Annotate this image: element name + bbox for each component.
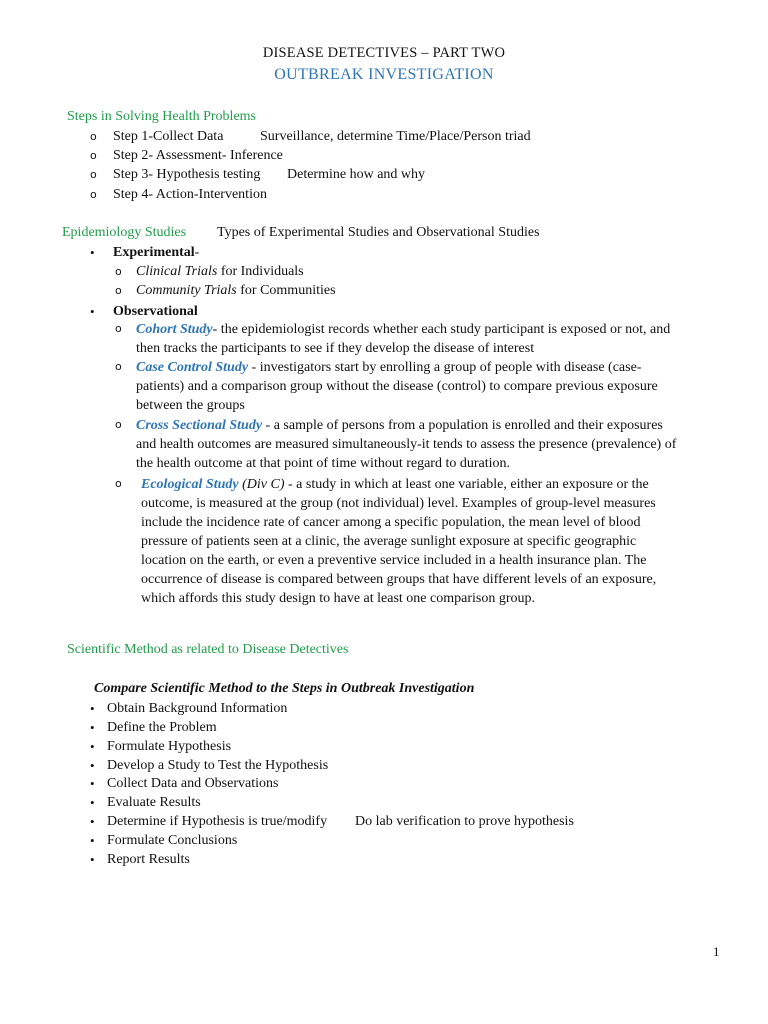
case-control-term: Case Control Study [136, 360, 249, 375]
bullet-icon: • [90, 245, 95, 260]
list-item-text: Report Results [107, 852, 190, 867]
list-item-text: Collect Data and Observations [107, 776, 279, 791]
circle-bullet-icon: o [115, 477, 122, 490]
epi-intro: Types of Experimental Studies and Observational Studies [217, 225, 540, 240]
bullet-icon: • [90, 795, 95, 810]
desc-line: then tracks the participants to see if they develop the disease of interest [136, 341, 535, 356]
list-item-text: Evaluate Results [107, 795, 201, 810]
bullet-icon: • [90, 304, 95, 319]
circle-bullet-icon: o [115, 284, 122, 297]
desc-line: - a study in which at least one variable, either an exposure or the [284, 477, 649, 492]
desc-line: between the groups [136, 398, 245, 413]
ecological-term: Ecological Study [141, 477, 239, 492]
step-note: Determine how and why [287, 167, 426, 182]
desc-line: the health outcome at that point of time without regard to duration. [136, 456, 511, 471]
list-item-text: Define the Problem [107, 720, 217, 735]
desc-line: outcome, is measured at the group (not individual) level. Examples of group-level measures [141, 496, 656, 511]
bullet-icon: • [90, 758, 95, 773]
bullet-icon: • [90, 852, 95, 867]
cross-sectional-term: Cross Sectional Study [136, 418, 263, 433]
list-item-text: Formulate Conclusions [107, 833, 238, 848]
step-label: Step 4- Action-Intervention [113, 187, 267, 202]
bullet-icon: • [90, 776, 95, 791]
bullet-icon: • [90, 701, 95, 716]
document-title: DISEASE DETECTIVES – PART TWO [262, 45, 506, 61]
steps-heading: Steps in Solving Health Problems [67, 109, 256, 124]
desc-line: - the epidemiologist records whether each study participant is exposed or not, and [212, 322, 671, 337]
desc-line: include the incidence rate of cancer among a specific population, the mean level of blood [141, 515, 641, 530]
circle-bullet-icon: o [115, 265, 122, 278]
document-subtitle: OUTBREAK INVESTIGATION [274, 66, 494, 83]
list-item-text: Obtain Background Information [107, 701, 288, 716]
experimental-dash: - [194, 245, 200, 260]
list-item-text: Develop a Study to Test the Hypothesis [107, 758, 329, 773]
study-desc: for Individuals [217, 264, 304, 279]
list-item-note: Do lab verification to prove hypothesis [355, 814, 574, 829]
epi-heading-row [62, 223, 540, 242]
circle-bullet-icon: o [115, 322, 122, 335]
bullet-icon: • [90, 833, 95, 848]
desc-line: which affords this study design to have at least one comparison group. [141, 591, 535, 606]
desc-line: - investigators start by enrolling a group of people with disease (case- [248, 360, 642, 375]
page-number: 1 [713, 944, 720, 959]
circle-bullet-icon: o [115, 418, 122, 431]
step-label: Step 1-Collect Data [113, 129, 224, 144]
compare-heading: Compare Scientific Method to the Steps in Outbreak Investigation [94, 681, 475, 696]
desc-line: - a sample of persons from a population is enrolled and their exposures [262, 418, 663, 433]
sci-heading: Scientific Method as related to Disease Detectives [67, 642, 349, 657]
step-note: Surveillance, determine Time/Place/Person triad [260, 129, 531, 144]
experimental-label: Experimental [113, 245, 195, 260]
epi-heading: Epidemiology Studies [62, 225, 187, 240]
circle-bullet-icon: o [115, 360, 122, 373]
bullet-icon: • [90, 814, 95, 829]
step-label: Step 2- Assessment- Inference [113, 148, 283, 163]
study-term: Clinical Trials [136, 264, 218, 279]
bullet-icon: • [90, 739, 95, 754]
list-item-text: Formulate Hypothesis [107, 739, 232, 754]
desc-line: patients) and a comparison group without the disease (control) to compare previous exposure [136, 379, 658, 394]
list-item-text: Determine if Hypothesis is true/modify [107, 814, 328, 829]
ecological-div: (Div C) [238, 477, 285, 492]
bullet-icon: • [90, 720, 95, 735]
circle-bullet-icon: o [90, 168, 97, 181]
circle-bullet-icon: o [90, 149, 97, 162]
step-label: Step 3- Hypothesis testing [113, 167, 261, 182]
desc-line: occurrence of disease is compared between groups that have different levels of an exposure, [141, 572, 657, 587]
cohort-term: Cohort Study [136, 322, 213, 337]
study-desc: for Communities [236, 283, 336, 298]
study-term: Community Trials [136, 283, 237, 298]
circle-bullet-icon: o [90, 188, 97, 201]
desc-line: pressure of patients seen at a clinic, the average sunlight exposure at specific geographic [141, 534, 637, 549]
circle-bullet-icon: o [90, 130, 97, 143]
desc-line: and health outcomes are measured simultaneously-it tends to assess the presence (prevalence) of [136, 437, 677, 452]
observational-label: Observational [113, 304, 198, 319]
desc-line: location on the earth, or even a preventive service included in a health insurance plan. The [141, 553, 647, 568]
